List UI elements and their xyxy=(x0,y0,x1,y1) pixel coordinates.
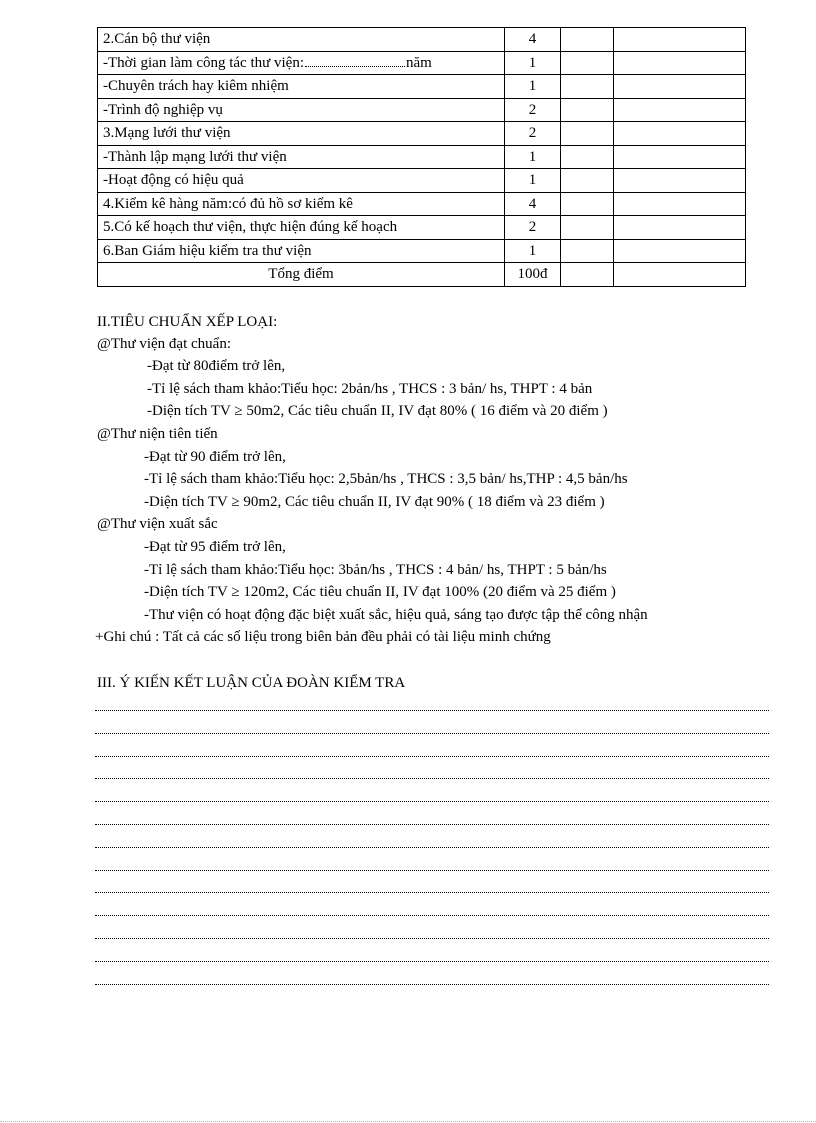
criterion-label: -Thành lập mạng lưới thư viện xyxy=(103,148,287,165)
max-points-cell: 2 xyxy=(505,122,561,146)
criterion-cell xyxy=(98,145,505,169)
score-cell[interactable] xyxy=(561,169,614,193)
criterion-cell xyxy=(98,51,505,75)
score-cell[interactable] xyxy=(561,145,614,169)
excellent-item: -Tỉ lệ sách tham khảo:Tiểu học: 3bản/hs , THCS : 4 bản/ hs, THPT : 5 bản/hs xyxy=(144,562,607,578)
fill-in-blank[interactable] xyxy=(305,53,405,67)
footer-divider xyxy=(0,1121,816,1122)
conclusion-line[interactable] xyxy=(95,824,769,825)
remark-cell[interactable] xyxy=(614,51,746,75)
remark-cell[interactable] xyxy=(614,145,746,169)
section2-title: II.TIÊU CHUẨN XẾP LOẠI: xyxy=(97,314,278,330)
remark-cell[interactable] xyxy=(614,192,746,216)
table-row xyxy=(98,192,746,216)
table-row xyxy=(98,216,746,240)
max-points-cell: 1 xyxy=(505,51,561,75)
conclusion-line[interactable] xyxy=(95,733,769,734)
section3-title: III. Ý KIẾN KẾT LUẬN CỦA ĐOÀN KIỂM TRA xyxy=(97,675,406,691)
table-row xyxy=(98,28,746,52)
criterion-cell xyxy=(98,192,505,216)
conclusion-line[interactable] xyxy=(95,892,769,893)
criterion-label-suffix: năm xyxy=(406,54,432,71)
conclusion-line[interactable] xyxy=(95,870,769,871)
total-remark-cell[interactable] xyxy=(614,263,746,287)
conclusion-line[interactable] xyxy=(95,778,769,779)
excellent-item: -Đạt từ 95 điểm trở lên, xyxy=(144,539,286,555)
table-row xyxy=(98,98,746,122)
table-row xyxy=(98,75,746,99)
table-row xyxy=(98,122,746,146)
conclusion-line[interactable] xyxy=(95,710,769,711)
criterion-label: -Chuyên trách hay kiêm nhiệm xyxy=(103,78,289,95)
remark-cell[interactable] xyxy=(614,75,746,99)
remark-cell[interactable] xyxy=(614,169,746,193)
score-table xyxy=(97,27,746,287)
remark-cell[interactable] xyxy=(614,216,746,240)
max-points-cell: 1 xyxy=(505,145,561,169)
conclusion-line[interactable] xyxy=(95,915,769,916)
criterion-label: -Trình độ nghiệp vụ xyxy=(103,101,223,118)
standard-item: -Tỉ lệ sách tham khảo:Tiểu học: 2bản/hs , THCS : 3 bản/ hs, THPT : 4 bản xyxy=(147,381,593,397)
score-cell[interactable] xyxy=(561,51,614,75)
advanced-heading: @Thư niện tiên tiến xyxy=(97,426,218,442)
standard-item: -Diện tích TV ≥ 50m2, Các tiêu chuẩn II, IV đạt 80% ( 16 điểm và 20 điểm ) xyxy=(147,403,608,419)
criterion-cell xyxy=(98,239,505,263)
max-points-cell: 4 xyxy=(505,192,561,216)
score-cell[interactable] xyxy=(561,98,614,122)
criterion-label: 3.Mạng lưới thư viện xyxy=(103,125,231,142)
total-points: 100đ xyxy=(505,263,561,287)
remark-cell[interactable] xyxy=(614,28,746,52)
criterion-label: 5.Có kế hoạch thư viện, thực hiện đúng kế hoạch xyxy=(103,219,398,236)
max-points-cell: 2 xyxy=(505,216,561,240)
table-row xyxy=(98,169,746,193)
criterion-label: -Hoạt động có hiệu quả xyxy=(103,172,244,189)
conclusion-line[interactable] xyxy=(95,961,769,962)
remark-cell[interactable] xyxy=(614,98,746,122)
criterion-cell xyxy=(98,216,505,240)
criterion-cell xyxy=(98,98,505,122)
total-score-cell[interactable] xyxy=(561,263,614,287)
max-points-cell: 1 xyxy=(505,239,561,263)
note: +Ghi chú : Tất cả các số liệu trong biên bản đều phải có tài liệu minh chứng xyxy=(95,629,551,645)
score-cell[interactable] xyxy=(561,75,614,99)
excellent-item: -Diện tích TV ≥ 120m2, Các tiêu chuẩn II, IV đạt 100% (20 điểm và 25 điểm ) xyxy=(144,584,616,600)
max-points-cell: 1 xyxy=(505,75,561,99)
total-label: Tổng điểm xyxy=(98,263,505,287)
advanced-item: -Đạt từ 90 điểm trở lên, xyxy=(144,449,286,465)
score-cell[interactable] xyxy=(561,28,614,52)
criterion-cell xyxy=(98,169,505,193)
remark-cell[interactable] xyxy=(614,239,746,263)
remark-cell[interactable] xyxy=(614,122,746,146)
criterion-label: 6.Ban Giám hiệu kiểm tra thư viện xyxy=(103,242,312,259)
table-row xyxy=(98,145,746,169)
score-cell[interactable] xyxy=(561,192,614,216)
max-points-cell: 1 xyxy=(505,169,561,193)
score-cell[interactable] xyxy=(561,216,614,240)
conclusion-line[interactable] xyxy=(95,938,769,939)
criterion-cell xyxy=(98,122,505,146)
excellent-heading: @Thư viện xuất sắc xyxy=(97,516,218,532)
score-cell[interactable] xyxy=(561,239,614,263)
advanced-item: -Tỉ lệ sách tham khảo:Tiểu học: 2,5bản/hs , THCS : 3,5 bản/ hs,THP : 4,5 bản/hs xyxy=(144,471,628,487)
total-row xyxy=(98,263,746,287)
score-cell[interactable] xyxy=(561,122,614,146)
criterion-label: 4.Kiểm kê hàng năm:có đủ hồ sơ kiểm kê xyxy=(103,195,353,212)
conclusion-line[interactable] xyxy=(95,756,769,757)
table-row xyxy=(98,239,746,263)
criterion-cell xyxy=(98,75,505,99)
advanced-item: -Diện tích TV ≥ 90m2, Các tiêu chuẩn II, IV đạt 90% ( 18 điểm và 23 điểm ) xyxy=(144,494,605,510)
max-points-cell: 2 xyxy=(505,98,561,122)
table-row xyxy=(98,51,746,75)
standard-heading: @Thư viện đạt chuẩn: xyxy=(97,336,231,352)
standard-item: -Đạt từ 80điểm trở lên, xyxy=(147,358,286,374)
conclusion-line[interactable] xyxy=(95,801,769,802)
criterion-cell xyxy=(98,28,505,52)
max-points-cell: 4 xyxy=(505,28,561,52)
excellent-item: -Thư viện có hoạt động đặc biệt xuất sắc, hiệu quả, sáng tạo được tập thể công nhận xyxy=(144,607,648,623)
conclusion-line[interactable] xyxy=(95,984,769,985)
criterion-label: -Thời gian làm công tác thư viện: xyxy=(103,54,305,71)
criterion-label: 2.Cán bộ thư viện xyxy=(103,31,211,48)
conclusion-line[interactable] xyxy=(95,847,769,848)
